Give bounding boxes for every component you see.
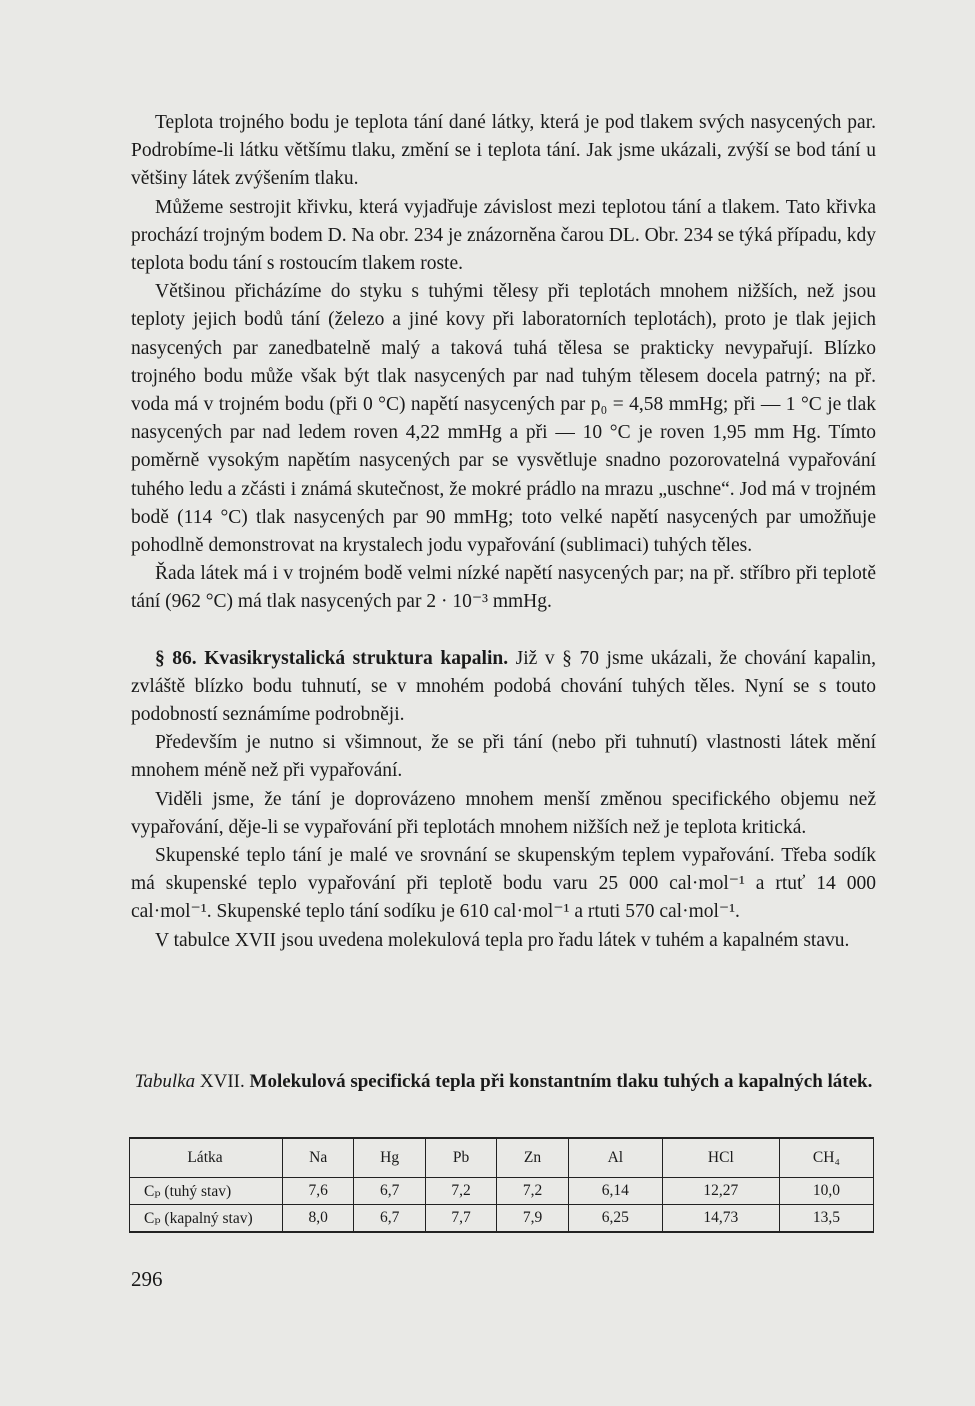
table-cell: Cₚ (tuhý stav): [130, 1178, 283, 1205]
section-number: § 86.: [155, 647, 197, 669]
table-cell: 7,6: [283, 1178, 354, 1205]
caption-title: Molekulová specifická tepla při konstantním tlaku tuhých a kapalných látek.: [249, 1071, 873, 1092]
table-cell: 7,9: [497, 1205, 568, 1233]
data-table: [129, 1137, 874, 1233]
caption-number: XVII.: [199, 1071, 245, 1092]
table-header-cell: Pb: [425, 1138, 496, 1178]
section-intro: [131, 645, 876, 730]
paragraph: Řada látek má i v trojném bodě velmi nízké napětí nasycených par; na př. stříbro při teplotě tání (962 °C) má tlak nasycených par 2 · 10⁻³ mmHg.: [131, 563, 876, 613]
paragraph: Viděli jsme, že tání je doprovázeno mnohem menší změnou specifického objemu než vypařování, děje-li se vypařování při teplotách mnohem nižších než je teplota kritická.: [131, 788, 876, 838]
paragraph: Můžeme sestrojit křivku, která vyjadřuje závislost mezi teplotou tání a tlakem. Tato křivka prochází trojným bodem D. Na obr. 234 je znázorněna čarou DL. Obr. 234 se týká případu, kdy teplota bodu tání s rostoucím tlakem roste.: [131, 196, 876, 275]
caption-label: Tabulka: [134, 1071, 196, 1092]
section-title: Kvasikrystalická struktura kapalin.: [204, 647, 509, 669]
table-cell: 6,7: [354, 1205, 425, 1233]
paragraph: Skupenské teplo tání je malé ve srovnání se skupenským teplem vypařování. Třeba sodík má skupenské teplo vypařování při teplotě bodu varu 25 000 cal·mol⁻¹ a rtuť 14 000 cal·mol⁻¹. Skupenské teplo tání sodíku je 610 cal·mol⁻¹ a rtuti 570 cal·mol⁻¹.: [131, 845, 876, 923]
section-lead: Již v § 70 jsme ukázali, že chování kapalin, zvláště blízko bodu tuhnutí, se v mnohém podobá chování tuhých těles. Nyní se s touto podobností seznámíme podrobněji.: [131, 647, 877, 726]
table-header-row: [130, 1138, 874, 1178]
paragraph: V tabulce XVII jsou uvedena molekulová tepla pro řadu látek v tuhém a kapalném stavu.: [155, 929, 850, 951]
table-header-cell: Na: [283, 1138, 354, 1178]
page-number: 296: [131, 1267, 163, 1291]
table-header-cell: HCl: [662, 1138, 779, 1178]
table-cell: 13,5: [779, 1205, 873, 1233]
table-cell: 8,0: [283, 1205, 354, 1233]
table-cell: Cₚ (kapalný stav): [130, 1205, 283, 1233]
table-header-cell: Hg: [354, 1138, 425, 1178]
table-cell: 7,2: [425, 1178, 496, 1205]
table-header-cell: CH₄: [779, 1138, 873, 1178]
table-header-cell: Al: [568, 1138, 662, 1178]
table-cell: 6,25: [568, 1205, 662, 1233]
table-cell: 6,7: [354, 1178, 425, 1205]
table-cell: 14,73: [662, 1205, 779, 1233]
table-header-cell: Zn: [497, 1138, 568, 1178]
paragraph: Teplota trojného bodu je teplota tání dané látky, která je pod tlakem svých nasycených par. Podrobíme-li látku většímu tlaku, změní se i teplota tání. Jak jsme ukázali, zvýší se bod tání u většiny látek zvýšením tlaku.: [131, 112, 876, 190]
table-header-cell: Látka: [130, 1138, 283, 1178]
table-cell: 7,7: [425, 1205, 496, 1233]
body-text: [131, 109, 876, 955]
table-row: [130, 1205, 874, 1233]
table-row: [130, 1178, 874, 1205]
table-cell: 6,14: [568, 1178, 662, 1205]
table-cell: 10,0: [779, 1178, 873, 1205]
table-cell: 12,27: [662, 1178, 779, 1205]
table-caption: [131, 1070, 876, 1094]
table-cell: 7,2: [497, 1178, 568, 1205]
paragraph: Většinou přicházíme do styku s tuhými tělesy při teplotách mnohem nižších, než jsou teploty jejich bodů tání (železo a jiné kovy při laboratorních teplotách), proto je tlak jejich nasycených par zanedbatelně malý a taková tuhá tělesa se prakticky nevypařují. Blízko trojného bodu může však být tlak nasycených par nad tuhým tělesem docela patrný; na př. voda má v trojném bodu (při 0 °C) napětí nasycených par p₀ = 4,58 mmHg; při — 1 °C je tlak nasycených par nad ledem roven 4,22 mmHg a při — 10 °C je roven 1,95 mm Hg. Tímto poměrně vysokým napětím nasycených par se vysvětluje snadno pozorovatelná vypařování tuhého ledu a zčásti i známá skutečnost, že mokré prádlo na mrazu „uschne“. Jod má v trojném bodě (114 °C) tlak nasycených par 90 mmHg; toto velké napětí nasycených par umožňuje pohodlně demonstrovat na krystalech jodu vypařování (sublimaci) tuhých těles.: [131, 281, 876, 557]
paragraph: Především je nutno si všimnout, že se při tání (nebo při tuhnutí) vlastnosti látek mění mnohem méně než při vypařování.: [131, 732, 876, 782]
